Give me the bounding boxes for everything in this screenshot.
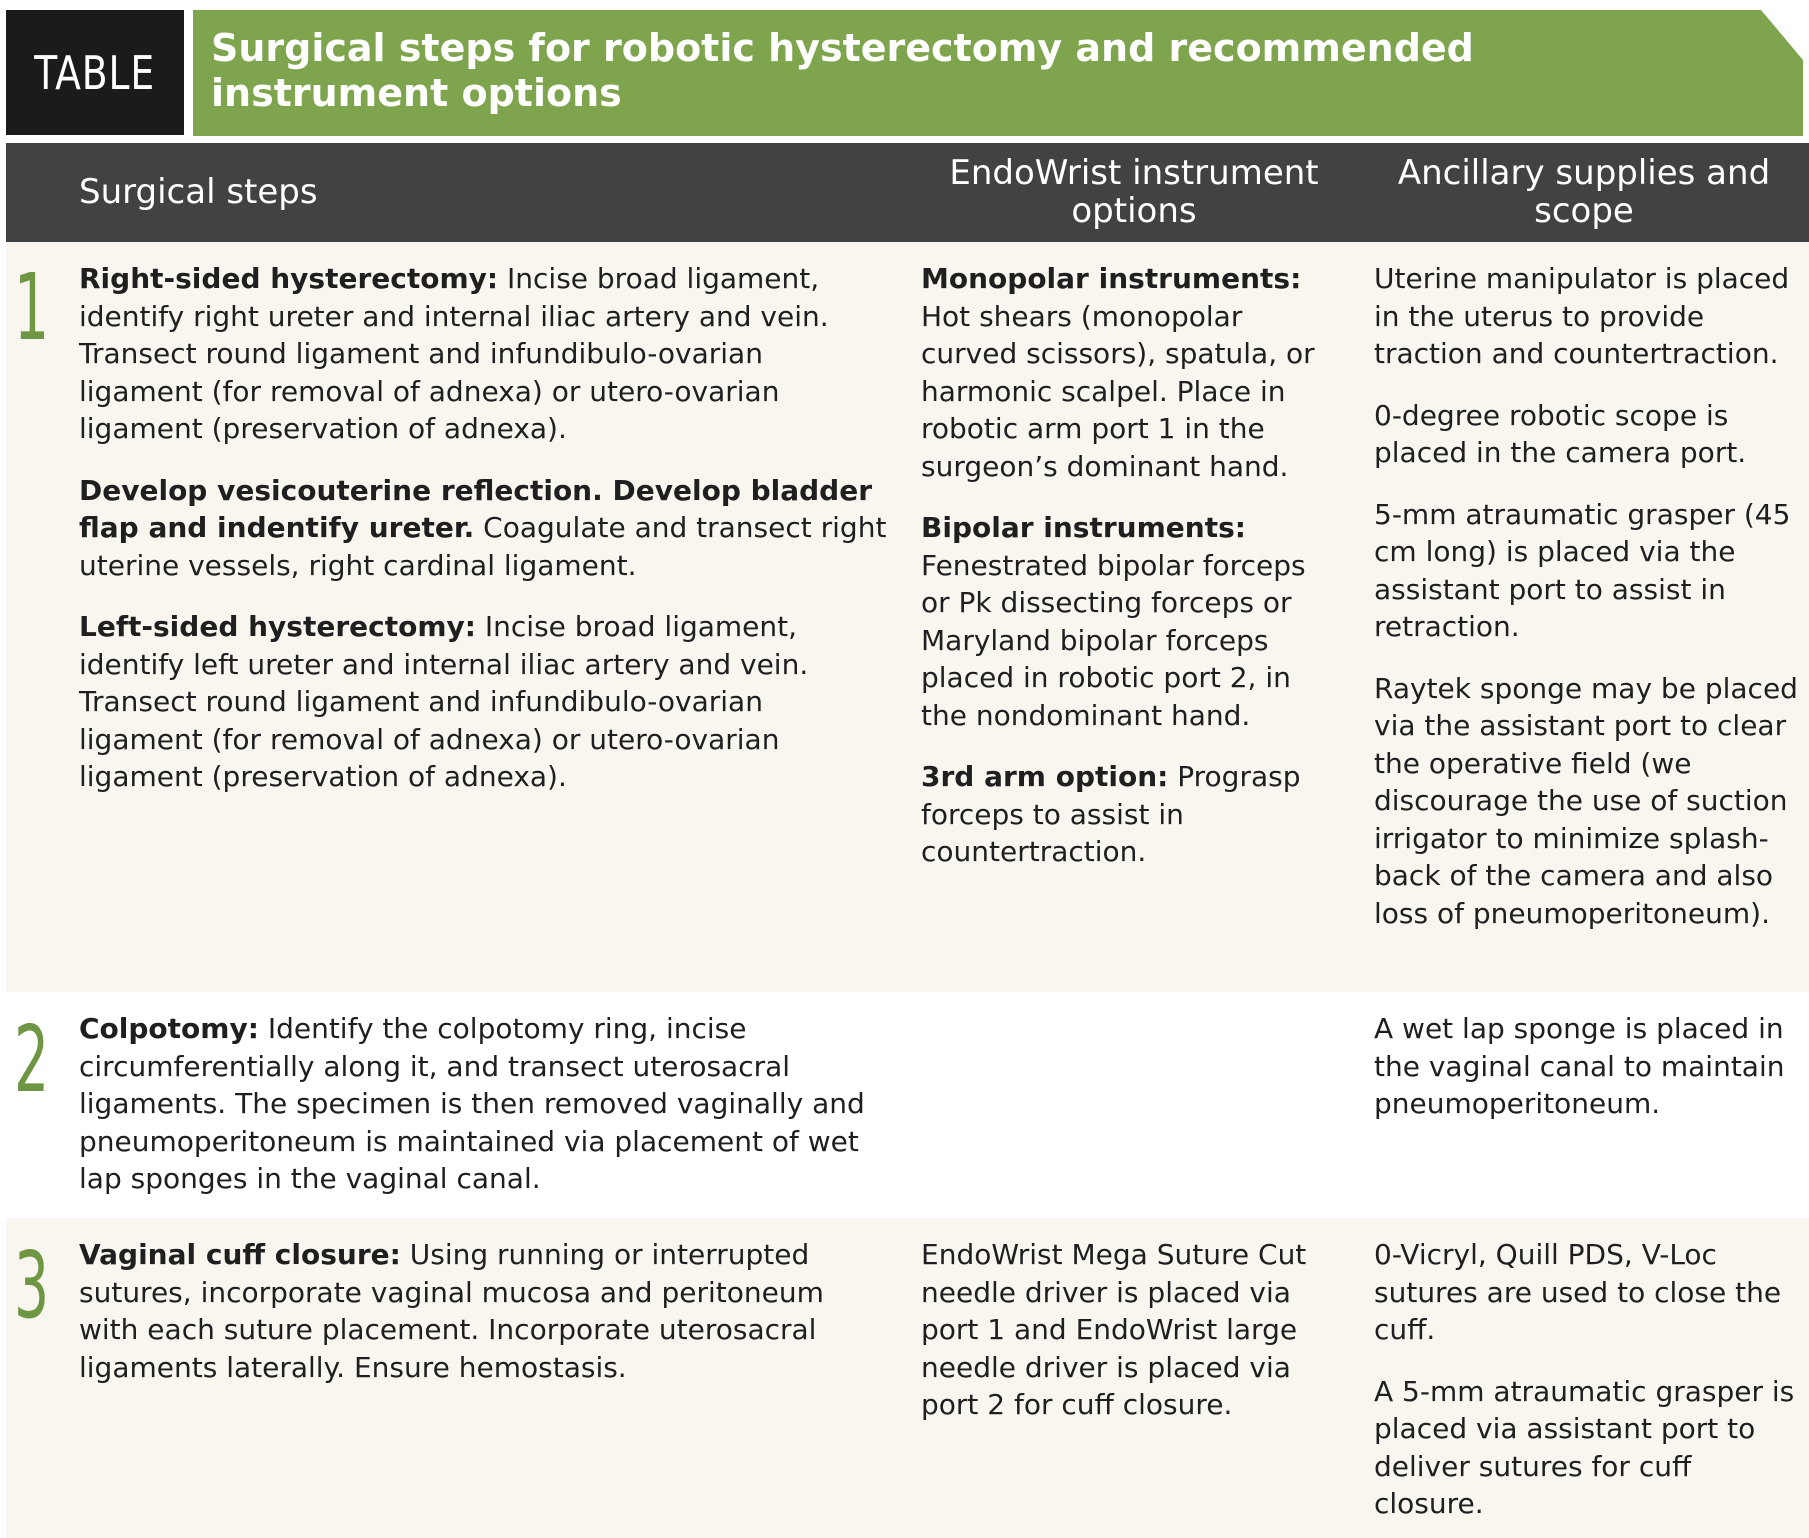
- instrument-paragraph: EndoWrist Mega Suture Cut needle driver is placed via port 1 and EndoWrist large needle driver is placed via port 2 for cuff closure.: [921, 1238, 1307, 1421]
- step-paragraph: Develop vesicouterine reflection. Develop bladder flap and indentify ureter. Coagulate and transect right uterine vessels, right cardinal ligament.: [79, 473, 887, 582]
- instrument-paragraph: 3rd arm option: Prograsp forceps to assist in countertraction.: [921, 760, 1301, 868]
- ancillary-paragraph: 5-mm atraumatic grasper (45 cm long) is placed via the assistant port to assist in retraction.: [1374, 497, 1791, 643]
- table-row: [6, 242, 1809, 992]
- column-header-row: [6, 143, 1809, 242]
- ancillary-paragraph: A 5-mm atraumatic grasper is placed via assistant port to deliver sutures for cuff closure.: [1374, 1374, 1795, 1520]
- column-header-steps: Surgical steps: [79, 172, 318, 212]
- ancillary-paragraph: Uterine manipulator is placed in the uterus to provide traction and countertraction.: [1374, 262, 1790, 370]
- step-paragraph: Vaginal cuff closure: Using running or interrupted sutures, incorporate vaginal mucosa and peritoneum with each suture placement. Incorporate uterosacral ligaments laterally. Ensure hemostasis.: [79, 1238, 824, 1384]
- ancillary-paragraph: 0-degree robotic scope is placed in the camera port.: [1374, 398, 1747, 469]
- ancillary-cell: [1374, 1236, 1804, 1523]
- step-paragraph: Right-sided hysterectomy: Incise broad ligament, identify right ureter and internal iliac artery and vein. Transect round ligament and infundibulo-ovarian ligament (for removal of adnexa) or utero-ovarian ligament (preservation of adnexa).: [79, 262, 829, 445]
- step-number: 2: [14, 1006, 50, 1113]
- step-number: 1: [14, 254, 50, 361]
- table-tag: TABLE: [6, 10, 184, 135]
- steps-cell: [79, 260, 889, 796]
- table-row: [6, 992, 1809, 1218]
- instruments-cell: [921, 260, 1341, 871]
- instruments-cell: [921, 1236, 1341, 1424]
- steps-cell: [79, 1010, 889, 1198]
- ancillary-cell: [1374, 1010, 1804, 1123]
- table-title: Surgical steps for robotic hysterectomy and recommended instrument options: [211, 26, 1474, 115]
- step-paragraph: Colpotomy: Identify the colpotomy ring, incise circumferentially along it, and transect uterosacral ligaments. The specimen is then removed vaginally and pneumoperitoneum is maintained via placement of wet lap sponges in the vaginal canal.: [79, 1012, 865, 1195]
- column-header-ancillary: Ancillary supplies and scope: [1397, 153, 1771, 231]
- ancillary-cell: [1374, 260, 1804, 932]
- step-paragraph: Left-sided hysterectomy: Incise broad ligament, identify left ureter and internal iliac artery and vein. Transect round ligament and infundibulo-ovarian ligament (for removal of adnexa) or utero-ovarian ligament (preservation of adnexa).: [79, 610, 809, 793]
- ancillary-paragraph: 0-Vicryl, Quill PDS, V-Loc sutures are used to close the cuff.: [1374, 1238, 1782, 1346]
- column-header-instruments: EndoWrist instrument options: [949, 153, 1319, 231]
- instrument-paragraph: Bipolar instruments: Fenestrated bipolar forceps or Pk dissecting forceps or Maryland bipolar forceps placed in robotic port 2, in the nondominant hand.: [921, 511, 1306, 732]
- steps-cell: [79, 1236, 889, 1386]
- step-number: 3: [14, 1232, 50, 1339]
- ancillary-paragraph: A wet lap sponge is placed in the vaginal canal to maintain pneumoperitoneum.: [1374, 1012, 1785, 1120]
- table-row: [6, 1218, 1809, 1538]
- ancillary-paragraph: Raytek sponge may be placed via the assistant port to clear the operative field (we discourage the use of suction irrigator to minimize splash-back of the camera and also loss of pneumoperitoneum).: [1374, 671, 1798, 930]
- instrument-paragraph: Monopolar instruments: Hot shears (monopolar curved scissors), spatula, or harmonic scalpel. Place in robotic arm port 1 in the surgeon’s dominant hand.: [921, 262, 1315, 483]
